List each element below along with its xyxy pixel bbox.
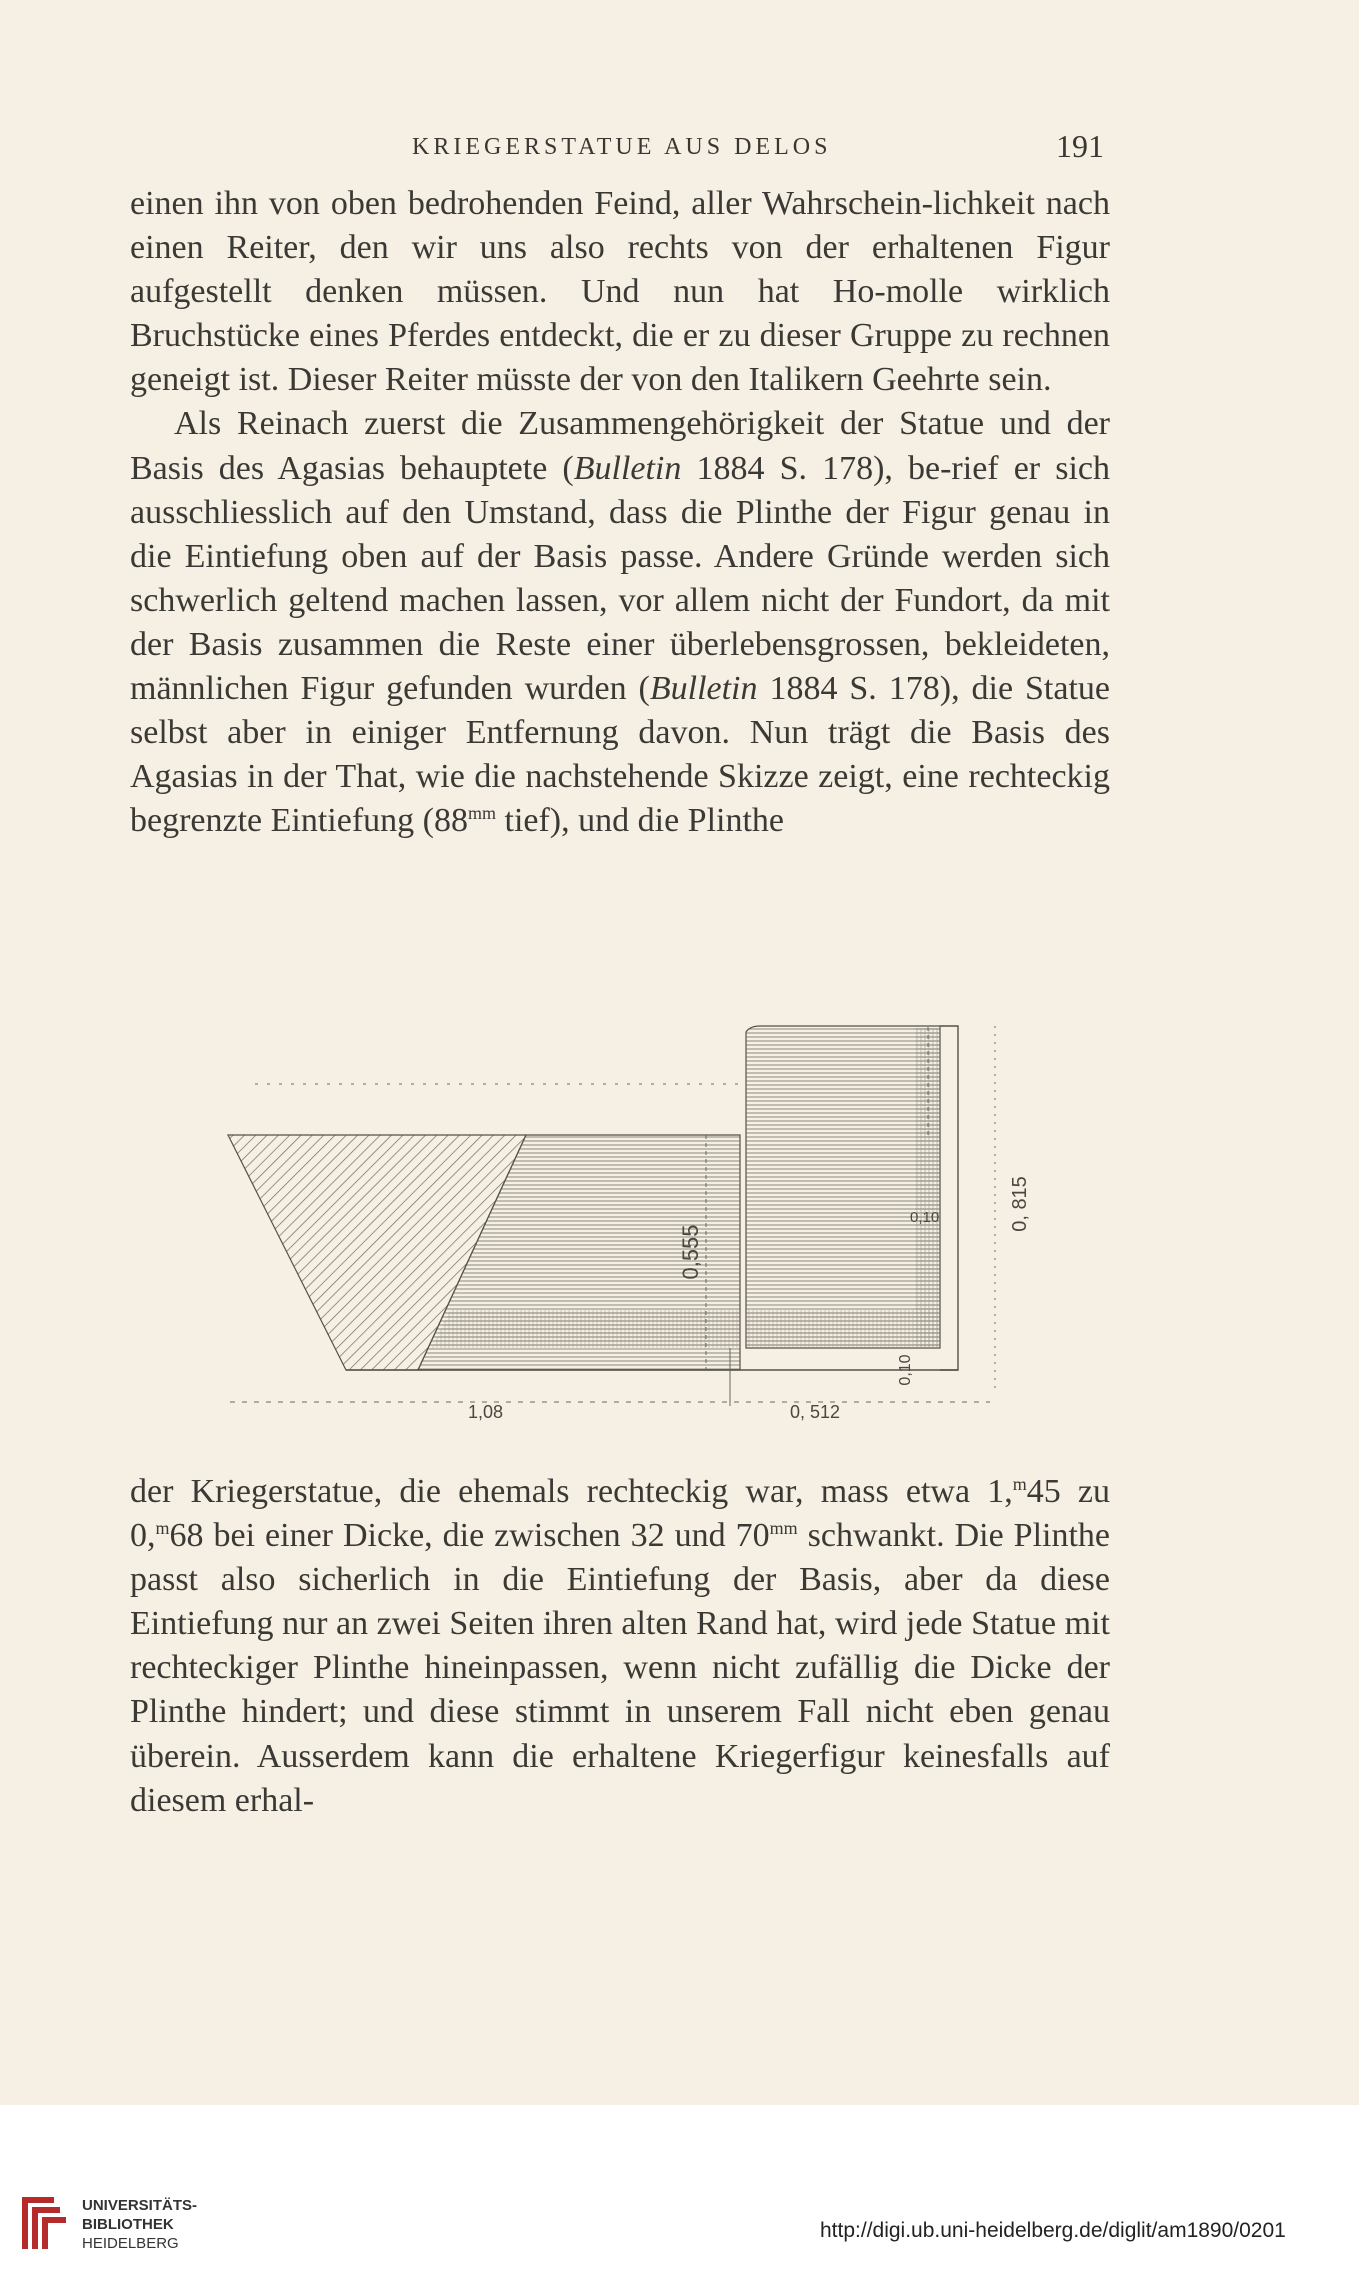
raised-block-base <box>746 1310 940 1348</box>
source-url-link[interactable]: http://digi.ub.uni-heidelberg.de/diglit/am1890/0201 <box>820 2219 1286 2242</box>
dim-label-inner-height: 0,555 <box>678 1224 703 1280</box>
paragraph-2-part-1: Als Reinach zuerst die Zusammengehörigkeit der Statue und der Basis des Agasias behauptete ( <box>130 405 1110 487</box>
paragraph-2-part-2: 1884 S. 178), be-rief er sich ausschliesslich auf den Umstand, dass die Plinthe der Figur genau in die Eintiefung oben auf der Basis passe. Andere Gründe werden sich schwerlich geltend machen lassen, vor allem nicht der Fundort, da mit der Basis zusammen die Reste einer überlebensgrossen, bekleideten, männlichen Figur gefunden wurden ( <box>130 449 1110 708</box>
dim-label-length-left: 1,08 <box>468 1402 504 1422</box>
unit-mm-2: mm <box>769 1518 798 1539</box>
paragraph-3-part-1: der Kriegerstatue, die ehemals rechteckig war, mass etwa 1, <box>130 1473 1013 1510</box>
running-title: KRIEGERSTATUE AUS DELOS <box>412 134 832 160</box>
text-block-lower <box>130 1470 1110 1823</box>
raised-block <box>746 1026 940 1348</box>
dim-label-length-right: 0, 512 <box>790 1402 841 1422</box>
library-name <box>82 2196 197 2253</box>
dim-label-bottom-height: 0,10 <box>897 1354 914 1386</box>
text-block-upper <box>130 182 1110 843</box>
unit-m-2: m <box>155 1518 170 1539</box>
library-logo-icon <box>14 2191 68 2255</box>
block-base-shading <box>432 1310 740 1348</box>
paragraph-3-part-3: 68 bei einer Dicke, die zwischen 32 und 70 <box>169 1517 770 1555</box>
unit-mm: mm <box>467 803 496 824</box>
paragraph-3 <box>130 1470 1110 1823</box>
dim-label-total-height: 0, 815 <box>1009 1176 1031 1232</box>
paragraph-2-part-3: 1884 S. 178), die Statue selbst aber in einiger Entfernung davon. Nun trägt die Basis des Agasias in der That, wie die nachstehende Skizze zeigt, eine rechteckig begrenzte Eintiefung (88 <box>130 670 1110 840</box>
digitization-footer <box>0 2105 1359 2277</box>
paragraph-2 <box>130 402 1110 843</box>
base-section-sketch <box>220 1012 1040 1432</box>
dim-label-step: 0,10 <box>910 1209 940 1226</box>
paragraph-3-part-4: schwankt. Die Plinthe passt also sicherlich in die Eintiefung der Basis, aber da diese Eintiefung nur an zwei Seiten ihren alten Rand hat, wird jede Statue mit rechteckiger Plinthe hineinpassen, wenn nicht zufällig die Dicke der Plinthe hindert; und diese stimmt in unserem Fall nicht eben genau überein. Ausserdem kann die erhaltene Kriegerfigur keinesfalls auf diesem erhal- <box>130 1517 1111 1819</box>
paragraph-3-part-2: 45 zu 0, <box>130 1473 1110 1555</box>
running-head <box>0 128 1359 168</box>
page-number: 191 <box>1056 128 1104 164</box>
library-line-1: UNIVERSITÄTS- <box>82 2197 198 2214</box>
unit-m-1: m <box>1012 1474 1027 1494</box>
library-line-2: BIBLIOTHEK <box>82 2216 174 2233</box>
citation-bulletin-2: Bulletin <box>649 670 758 708</box>
outer-profile <box>940 1026 958 1370</box>
library-line-3: HEIDELBERG <box>82 2235 179 2252</box>
paragraph-2-part-4: tief), und die Plinthe <box>496 802 785 840</box>
citation-bulletin-1: Bulletin <box>573 449 682 487</box>
paragraph-1: einen ihn von oben bedrohenden Feind, aller Wahrschein-lichkeit nach einen Reiter, den wir uns also rechts von der erhaltenen Figur aufgestellt denken müssen. Und nun hat Ho-molle wirklich Bruchstücke eines Pferdes entdeckt, die er zu dieser Gruppe zu rechnen geneigt ist. Dieser Reiter müsste der von den Italikern Geehrte sein. <box>130 185 1110 399</box>
